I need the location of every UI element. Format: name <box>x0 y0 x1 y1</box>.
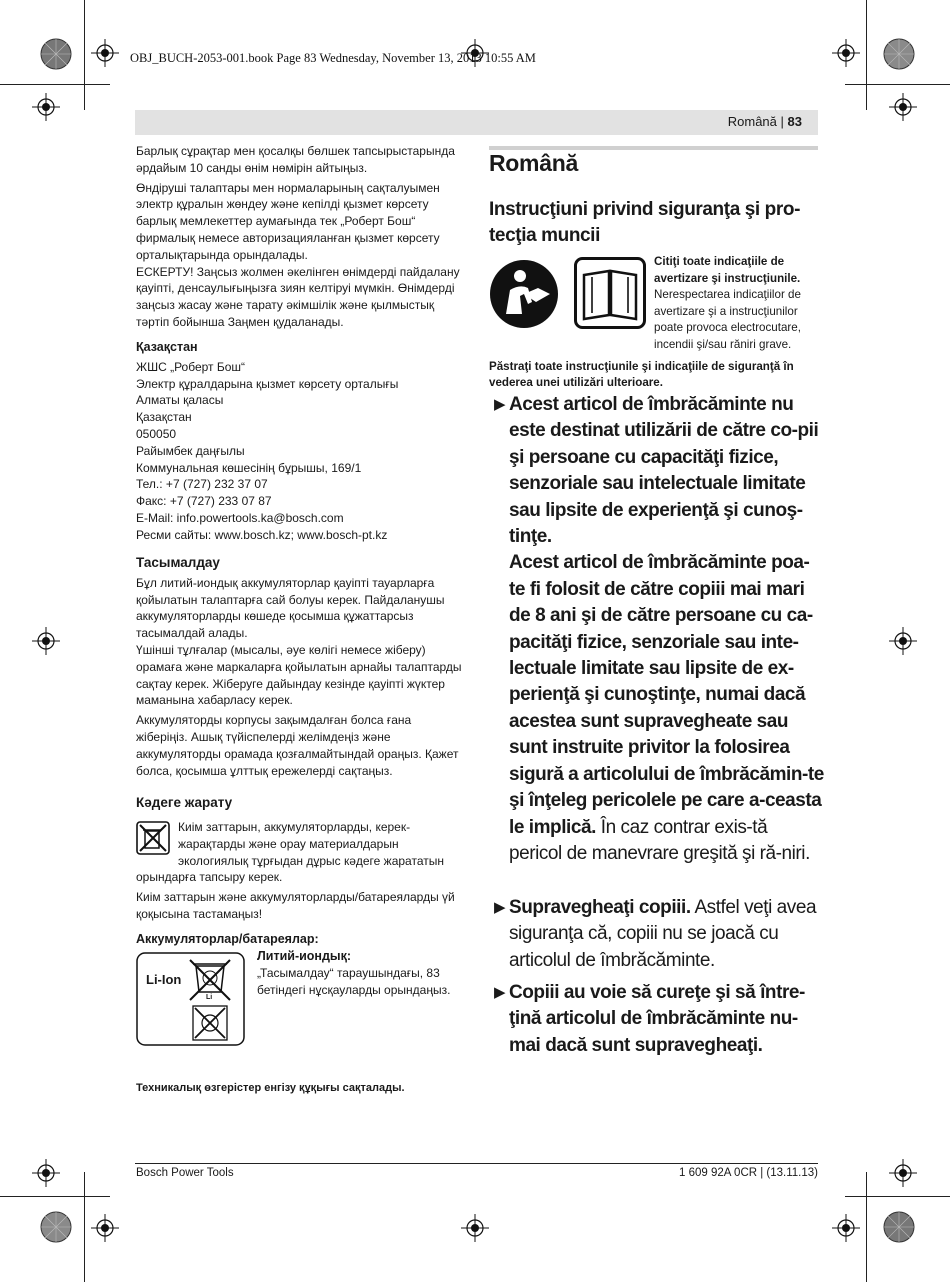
section-heading: Тасымалдау <box>136 555 220 570</box>
registration-target-icon <box>91 39 119 67</box>
li-sub-label: Li <box>206 994 213 1001</box>
li-ion-recycling-box <box>136 952 245 1051</box>
address-line: 050050 <box>136 426 177 441</box>
bullet-bold: Supravegheaţi copiii. <box>509 897 691 918</box>
registration-target-icon <box>91 1214 119 1242</box>
paragraph: ЕСКЕРТУ! Заңсыз жолмен әкелінген өнімдерді пайдалану қауіпті, денсаулығыңызға зиян келтіруі мүмкін. Өнімдерді заңсыз жасау және тарату әкімшілік және қылмыстық тәртіп бойынша Заңмен қудаланады. <box>136 264 460 329</box>
section-heading: Қазақстан <box>136 340 198 354</box>
paragraph: Киім заттарын және аккумуляторларды/батареяларды үй қоқысына тастамаңыз! <box>136 889 455 921</box>
color-registration-rosette-top-right <box>883 38 915 70</box>
page-number: 83 <box>787 114 802 129</box>
crop-mark <box>84 0 85 110</box>
paragraph: Өндіруші талаптары мен нормаларының сақталуымен электр құралын жөндеу және кепілді қызмет көрсету барлық мемлекеттер аумағында тек „Роберт Бош“ фирмалық немесе авторизацияланған қызмет көрсету орталықтарында орындалады. <box>136 180 440 262</box>
disposal-text-cont <box>136 869 466 922</box>
address-line: Электр құралдарына қызмет көрсету орталығы <box>136 376 399 391</box>
registration-target-icon <box>889 627 917 655</box>
address-line: Қазақстан <box>136 410 192 425</box>
lithium-text: „Тасымалдау“ тараушындағы, 83 бетіндегі нұсқауларды орындаңыз. <box>257 965 451 997</box>
warning-bold: Citiţi toate indicaţiile de avertizare şi instrucţiunile. <box>654 255 801 285</box>
safety-bullet-1 <box>494 392 824 867</box>
bullet-bold: Acest articol de îmbrăcăminte poa-te fi folosit de către copiii mai mari de 8 ani şi de către persoane cu ca-pacităţi fizice, senzoriale sau inte-lectuale limitate sau lipsite de ex-perienţă şi cunoştinţe, numai dacă acestea sunt supravegheate sau sunt instruite privitor la folosirea sigură a articolului de îmbrăcămin-te şi înţeleg pericolele pe care a-ceasta le implică. <box>509 552 824 838</box>
color-registration-rosette-top-left <box>40 38 72 70</box>
section-heading: Кәдеге жарату <box>136 795 233 810</box>
registration-target-icon <box>32 627 60 655</box>
address-line: ЖШС „Роберт Бош“ <box>136 359 246 374</box>
text-line: орындарға тапсыру керек. <box>136 870 283 884</box>
crossed-out-bin-icon <box>136 821 170 860</box>
safety-bullet-3 <box>494 980 824 1059</box>
address-line: Тел.: +7 (727) 232 37 07 <box>136 477 268 492</box>
transport-section <box>136 555 466 779</box>
bullet-normal: În caz contrar exis-tă pericol de manevrare greşită şi ră-niri. <box>509 816 810 864</box>
section-heading: Аккумуляторлар/батареялар: <box>136 932 319 946</box>
paragraph: Бұл литий-иондық аккумуляторлар қауіпті тауарларға қойылатын талаптарға сай болуы керек. Пайдаланушы аккумуляторларды көшеде қосымша құжаттарсыз тасымалдай алады. <box>136 575 445 641</box>
arrow-bullet-icon: ▶ <box>494 899 506 916</box>
registration-target-icon <box>889 1159 917 1187</box>
bullet-normal: Astfel veţi avea siguranţa că, copiii nu se joacă cu articolul de îmbrăcăminte. <box>509 897 817 971</box>
crop-mark <box>0 1196 110 1197</box>
disposal-heading-block <box>136 795 466 812</box>
bullet-text <box>509 392 824 867</box>
crop-mark <box>0 84 110 85</box>
address-line: Райымбек даңғылы <box>136 443 245 458</box>
bullet-text <box>509 980 824 1059</box>
page-header <box>135 110 818 135</box>
email-link[interactable]: E-Mail: info.powertools.ka@bosch.com <box>136 510 344 525</box>
kazakhstan-address <box>136 339 466 544</box>
arrow-bullet-icon: ▶ <box>494 396 506 413</box>
footer-doc-number: 1 609 92A 0CR | (13.11.13) <box>679 1167 818 1179</box>
read-manual-icon <box>488 258 560 335</box>
text-line: Киім заттарын, аккумуляторларды, керек- <box>178 820 411 834</box>
battery-heading-block <box>136 931 466 948</box>
paragraph: Үшінші тұлғалар (мысалы, әуе көлігі немесе жіберу) орамаға және маркаларға қойылатын арнайы талаптарды сақтау керек. Жіберуге дайындау кезінде қауіпті жүктер маманына хабарласу керек. <box>136 642 462 708</box>
website-link[interactable]: Ресми сайты: www.bosch.kz; www.bosch-pt.kz <box>136 527 388 542</box>
registration-target-icon <box>32 93 60 121</box>
manual-book-icon <box>574 257 646 334</box>
bullet-bold: Acest articol de îmbrăcăminte nu este destinat utilizării de către co-pii şi persoane cu capacităţi fizice, senzoriale sau intelectuale limitate sau lipsite de experienţă şi cunoş-tinţe. <box>509 394 819 548</box>
bullet-text <box>509 895 824 974</box>
crop-mark <box>84 1172 85 1282</box>
li-ion-label: Li-Ion <box>146 972 182 987</box>
lithium-heading: Литий-иондық: <box>257 949 352 963</box>
section-title: Română <box>489 150 578 176</box>
header-label <box>728 114 802 129</box>
footer-brand: Bosch Power Tools <box>136 1167 234 1179</box>
disposal-text <box>178 819 468 869</box>
left-column <box>136 143 466 331</box>
technical-changes-note: Техникалық өзгерістер енгізу құқығы сақталады. <box>136 1082 405 1094</box>
lithium-note <box>257 948 467 998</box>
color-registration-rosette-bottom-right <box>883 1211 915 1243</box>
registration-target-icon <box>32 1159 60 1187</box>
crop-mark <box>866 1172 867 1282</box>
header-separator: | <box>780 114 784 129</box>
warning-body: Nerespectarea indicaţiilor de avertizare şi a instrucţiunilor poate provoca electrocutare, incendii şi/sau răniri grave. <box>654 288 801 351</box>
warning-text <box>654 254 822 354</box>
paragraph: Барлық сұрақтар мен қосалқы бөлшек тапсырыстарында әрдайым 10 санды өнім нөмірін айтыңыз. <box>136 144 455 175</box>
safety-subtitle: Instrucţiuni privind siguranţa şi pro-tecţia muncii <box>489 199 800 246</box>
header-language: Română <box>727 114 777 129</box>
text-line: жарақтарды және орау материалдарын <box>178 836 399 851</box>
address-line: Коммунальная көшесінің бұрышы, 169/1 <box>136 460 362 475</box>
safety-bullet-2 <box>494 895 824 974</box>
text-line: экологиялық тұрғыдан дұрыс кәдеге жарататын <box>178 853 444 868</box>
registration-target-icon <box>889 93 917 121</box>
crop-mark <box>845 84 950 85</box>
crop-mark <box>866 0 867 110</box>
address-line: Факс: +7 (727) 233 07 87 <box>136 494 272 509</box>
address-line: Алматы қаласы <box>136 393 224 408</box>
paragraph: Аккумуляторды корпусы зақымдалған болса ғана жіберіңіз. Ашық түйіспелерді желімдеңіз және аккумуляторды орамада қозғалмайтындай ораңыз. Қажет болса, қосымша ұлттық ережелерді сақтаңыз. <box>136 713 459 778</box>
color-registration-rosette-bottom-left <box>40 1211 72 1243</box>
arrow-bullet-icon: ▶ <box>494 984 506 1001</box>
registration-target-icon <box>832 1214 860 1242</box>
crop-mark <box>845 1196 950 1197</box>
keep-instructions: Păstraţi toate instrucţiunile şi indicaţiile de siguranţă în vederea unei utilizări ulterioare. <box>489 360 794 390</box>
registration-target-icon <box>832 39 860 67</box>
registration-target-icon <box>461 1214 489 1242</box>
print-slug: OBJ_BUCH-2053-001.book Page 83 Wednesday, November 13, 2013 10:55 AM <box>130 51 536 65</box>
bullet-bold: Copiii au voie să cureţe şi să între-ţină articolul de îmbrăcăminte nu-mai dacă sunt supravegheaţi. <box>509 982 805 1056</box>
footer-rule <box>135 1163 818 1164</box>
